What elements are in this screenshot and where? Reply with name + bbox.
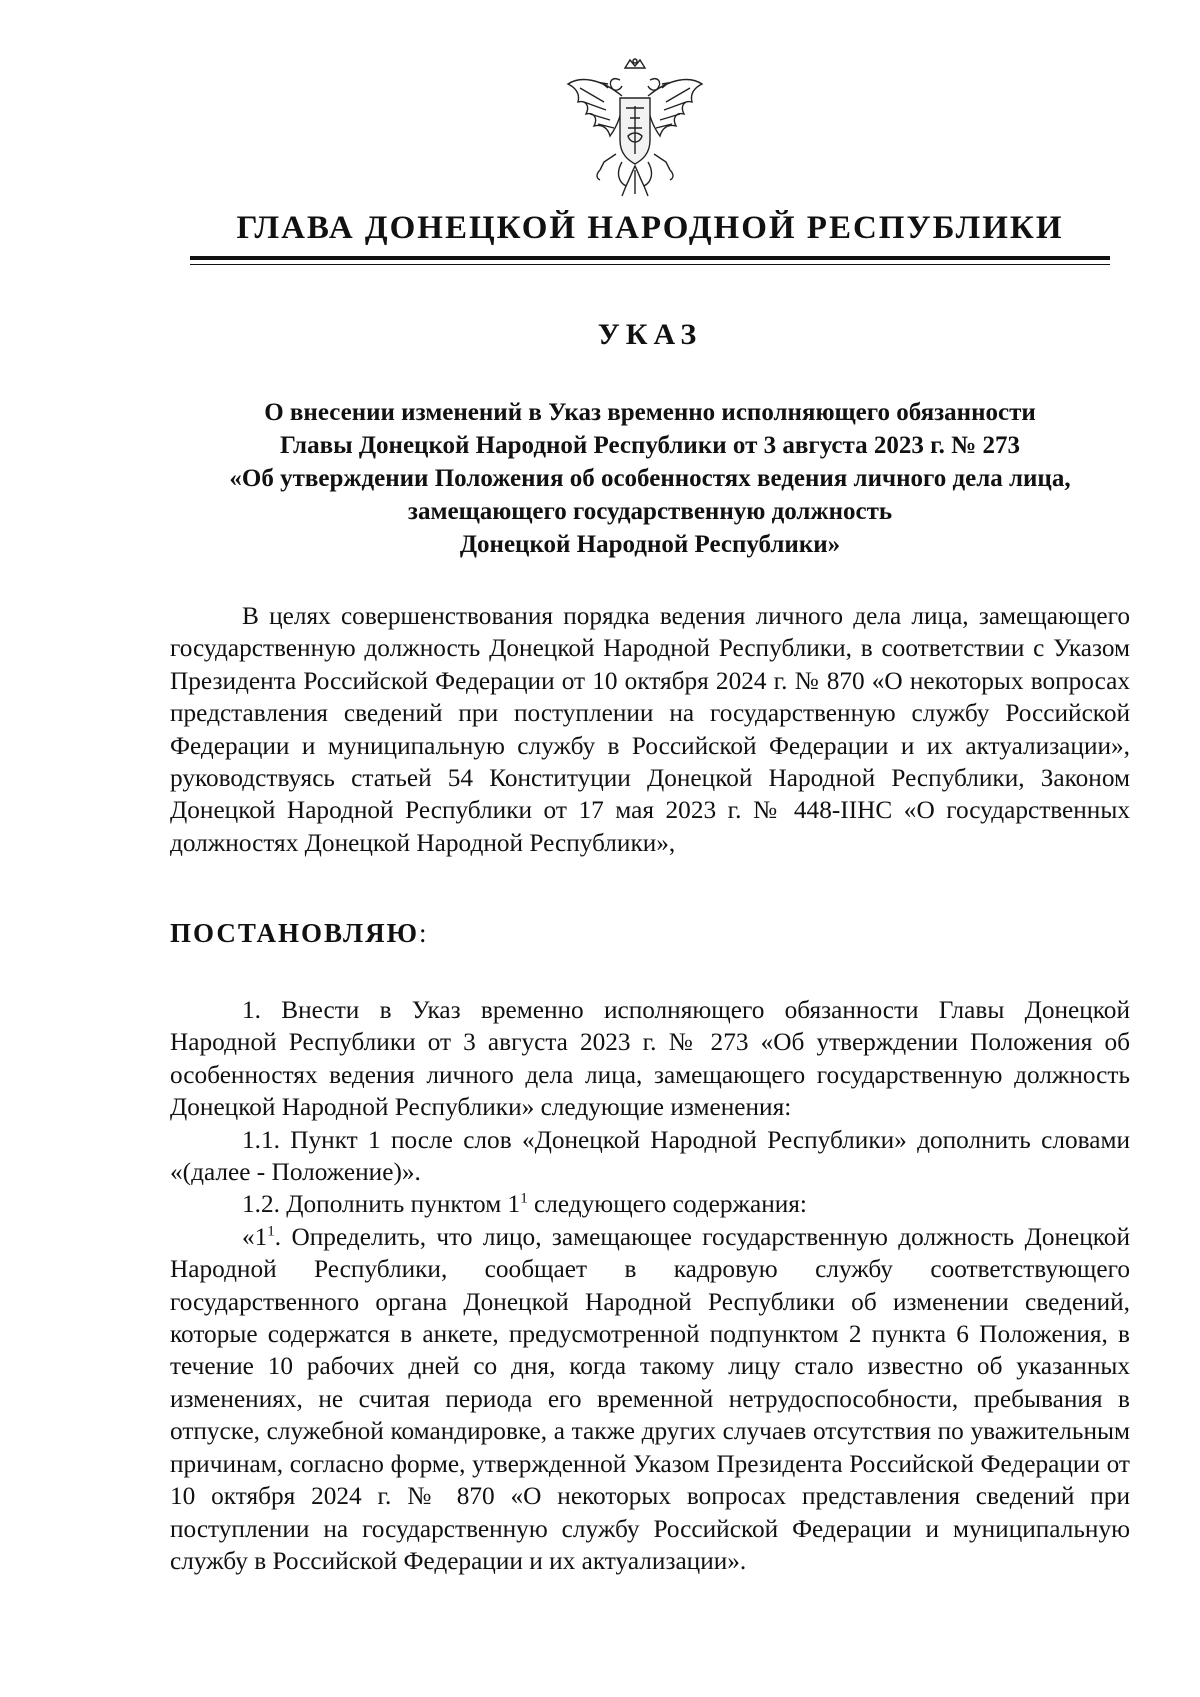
item-1-2-tail: следующего содержания:: [527, 1190, 807, 1219]
preamble-paragraph: В целях совершенствования порядка ведения личного дела лица, замещающего государственную должность Донецкой Народной Республики, в соответствии с Указом Президента Российской Федерации от 10 октября 2024 г. № 870 «О некоторых вопросах представления сведений при поступлении на государственную службу Российской Федерации и муниципальную службу в Российской Федерации и их актуализации», руководствуясь статьей 54 Конституции Донецкой Народной Республики, Законом Донецкой Народной Республики от 17 мая 2023 г. № 448-IIНС «О государственных должностях Донецкой Народной Республики»,: [170, 602, 1130, 857]
organization-title: ГЛАВА ДОНЕЦКОЙ НАРОДНОЙ РЕСПУБЛИКИ: [236, 210, 1064, 246]
quoted-clause-number: «1: [242, 1222, 268, 1251]
subject-line: О внесении изменений в Указ временно исполняющего обязанности: [264, 399, 1036, 426]
quoted-clause-superscript: 1: [267, 1223, 275, 1240]
item-1-2: [170, 1188, 1130, 1220]
item-1-1: 1.1. Пункт 1 после слов «Донецкой Народной Республики» дополнить словами «(далее - Положение)».: [170, 1125, 1130, 1187]
coat-of-arms-eagle-icon: [560, 58, 710, 208]
quoted-clause-text: . Определить, что лицо, замещающее государственную должность Донецкой Народной Республики, сообщает в кадровую службу соответствующего государственного органа Донецкой Народной Республики об изменении сведений, которые содержатся в анкете, предусмотренной подпунктом 2 пункта 6 Положения, в течение 10 рабочих дней со дня, когда такому лицу стало известно об указанных изменениях, не считая периода его временной нетрудоспособности, пребывания в отпуске, служебной командировке, а также других случаев отсутствия по уважительным причинам, согласно форме, утвержденной Указом Президента Российской Федерации от 10 октября 2024 г. № 870 «О некоторых вопросах представления сведений при поступлении на государственную службу Российской Федерации и муниципальную службу в Российской Федерации и их актуализации».: [170, 1222, 1130, 1575]
decree-heading: [170, 918, 429, 949]
document-type: УКАЗ: [597, 318, 703, 351]
decree-word: ПОСТАНОВЛЯЮ: [170, 918, 419, 948]
item-1-2-text: 1.2. Дополнить пунктом 1: [242, 1190, 521, 1219]
header-divider-thick: [190, 256, 1110, 260]
quoted-clause: [170, 1221, 1130, 1577]
decree-colon: :: [419, 918, 429, 948]
subject-line: «Об утверждении Положения об особенностях ведения личного дела лица,: [229, 465, 1071, 492]
subject-line: Донецкой Народной Республики»: [459, 531, 841, 558]
subject-line: Главы Донецкой Народной Республики от 3 августа 2023 г. № 273: [279, 432, 1021, 459]
header-divider-thin: [190, 264, 1110, 265]
subject-line: замещающего государственную должность: [407, 498, 893, 525]
decree-items: [170, 994, 1130, 1577]
item-1: 1. Внести в Указ временно исполняющего обязанности Главы Донецкой Народной Республики от 3 августа 2023 г. № 273 «Об утверждении Положения об особенностях ведения личного дела лица, замещающего государственную должность Донецкой Народной Республики» следующие изменения:: [170, 996, 1130, 1122]
document-subject: [170, 396, 1130, 561]
item-1-2-superscript: 1: [520, 1191, 528, 1208]
